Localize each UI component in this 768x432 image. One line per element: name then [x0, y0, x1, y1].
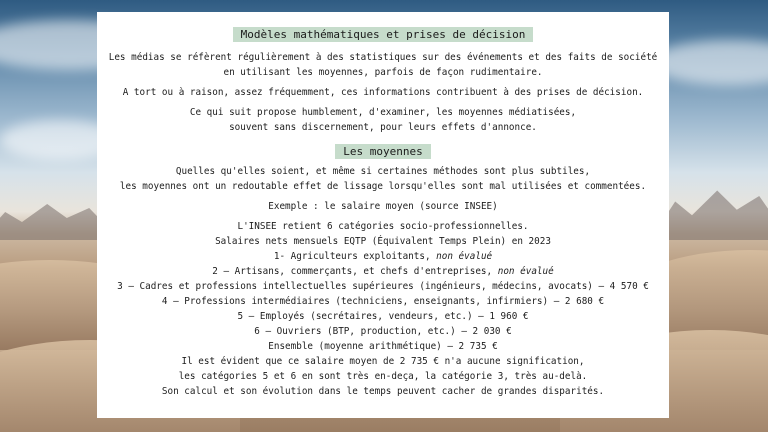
insee-intro: L'INSEE retient 6 catégories socio-professionnelles.: [237, 221, 529, 232]
category-text: 2 – Artisans, commerçants, et chefs d'entreprises,: [212, 266, 498, 277]
category-text: Ensemble (moyenne arithmétique) – 2 735 €: [268, 341, 498, 352]
category-text: 4 – Professions intermédiaires (techniciens, enseignants, infirmiers) – 2 680 €: [161, 296, 605, 307]
conclusion-line: les catégories 5 et 6 en sont très en-deça, la catégorie 3, très au-delà.: [178, 371, 588, 382]
intro-line: Ce qui suit propose humblement, d'examiner, les moyennes médiatisées,: [189, 107, 577, 118]
category-note: non évalué: [436, 251, 493, 262]
list-item: [97, 279, 669, 294]
intro-line: souvent sans discernement, pour leurs effets d'annonce.: [229, 122, 537, 133]
section-heading: Les moyennes: [335, 144, 430, 159]
intro-line: en utilisant les moyennes, parfois de façon rudimentaire.: [223, 67, 543, 78]
intro-line: Les médias se réfèrent régulièrement à des statistiques sur des événements et des faits de société: [108, 52, 658, 63]
list-item: [97, 324, 669, 339]
list-item: [97, 339, 669, 354]
category-note: non évalué: [497, 266, 554, 277]
intro-line: A tort ou à raison, assez fréquemment, ces informations contribuent à des prises de décision.: [122, 87, 644, 98]
category-text: 3 – Cadres et professions intellectuelles supérieures (ingénieurs, médecins, avocats) – 4 570 €: [117, 281, 649, 292]
conclusion-line: Il est évident que ce salaire moyen de 2 735 € n'a aucune signification,: [181, 356, 585, 367]
paragraph-line: Quelles qu'elles soient, et même si certaines méthodes sont plus subtiles,: [175, 166, 591, 177]
content-panel: [97, 12, 669, 418]
list-item: [97, 309, 669, 324]
paragraph-line: les moyennes ont un redoutable effet de lissage lorsqu'elles sont mal utilisées et commentées.: [119, 181, 647, 192]
category-text: 1- Agriculteurs exploitants,: [273, 251, 437, 262]
list-item: [97, 294, 669, 309]
list-item: [97, 249, 669, 264]
category-text: 5 – Employés (secrétaires, vendeurs, etc.) – 1 960 €: [237, 311, 529, 322]
category-text: 6 – Ouvriers (BTP, production, etc.) – 2 030 €: [254, 326, 512, 337]
page-title: Modèles mathématiques et prises de décision: [233, 27, 534, 42]
list-item: [97, 264, 669, 279]
example-title: Exemple : le salaire moyen (source INSEE): [268, 201, 498, 212]
insee-intro: Salaires nets mensuels EQTP (Équivalent Temps Plein) en 2023: [215, 236, 551, 247]
conclusion-line: Son calcul et son évolution dans le temps peuvent cacher de grandes disparités.: [161, 386, 605, 397]
